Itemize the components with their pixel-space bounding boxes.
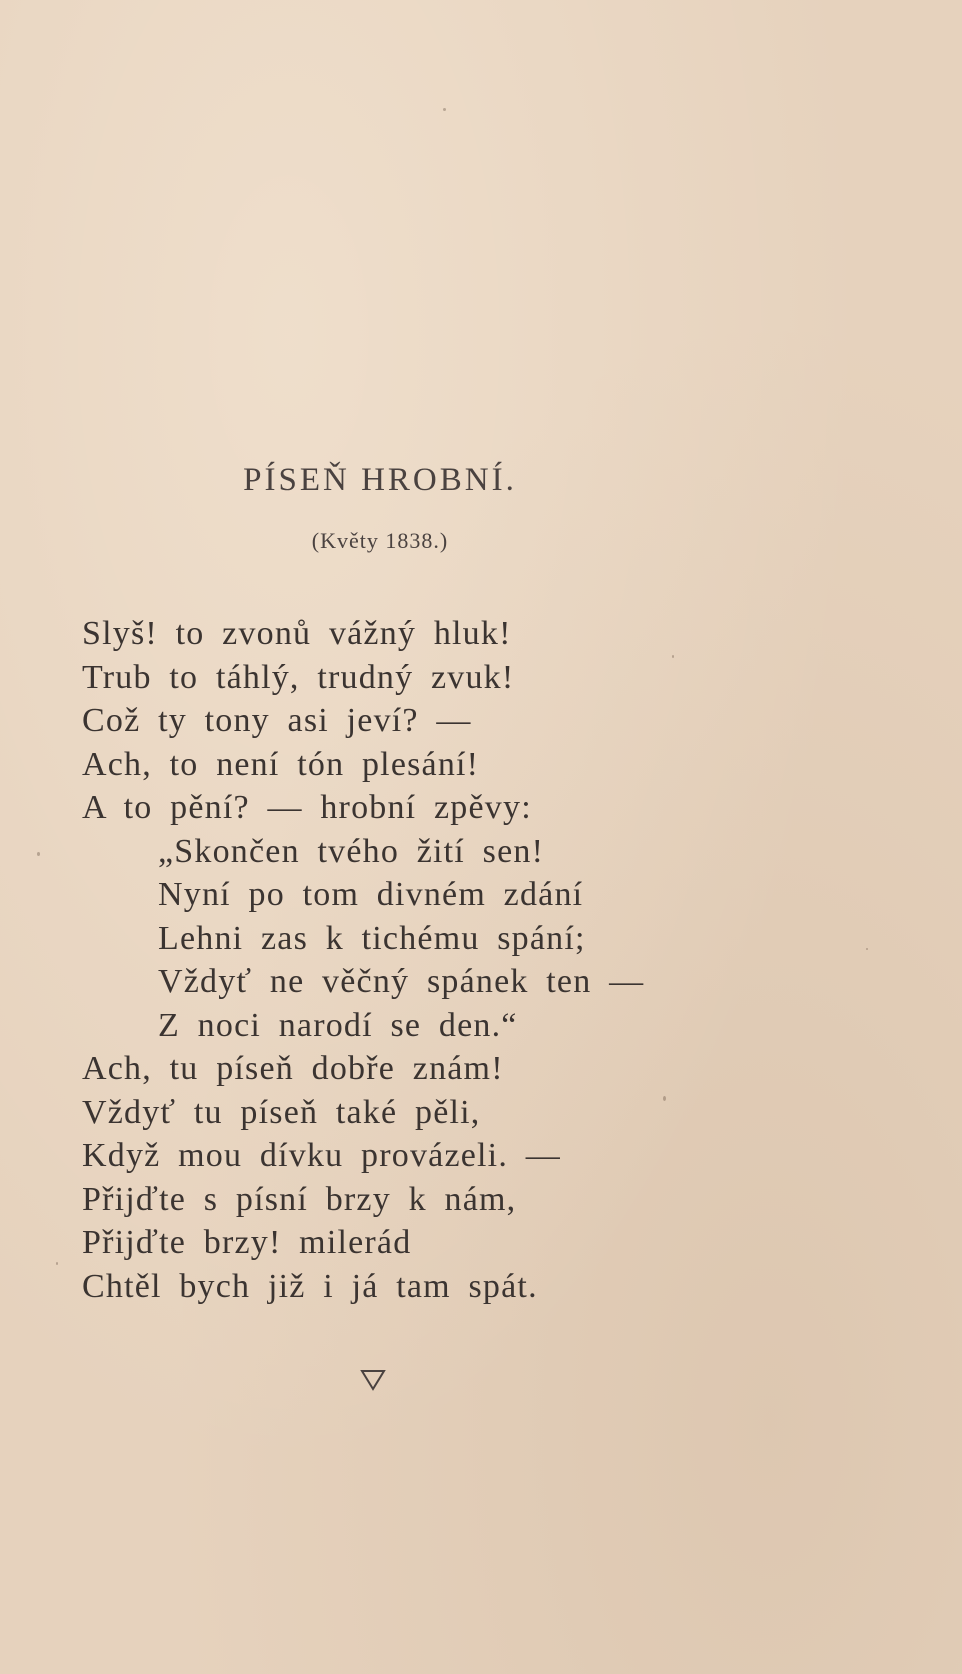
poem-title: PÍSEŇ HROBNÍ.: [243, 462, 517, 498]
poem-body: [82, 612, 802, 1308]
paper-speck: [866, 948, 868, 950]
poem-line: A to pění? — hrobní zpěvy:: [82, 789, 532, 826]
poem-line: Z noci narodí se den.“: [158, 1006, 518, 1044]
paper-speck: [37, 852, 40, 856]
poem-line: Když mou dívku provázeli. —: [82, 1137, 561, 1174]
poem-line: Vždyť tu píseň také pěli,: [82, 1093, 481, 1131]
poem-line: Nyní po tom divném zdání: [158, 876, 584, 913]
poem-line: Lehni zas k tichému spání;: [158, 919, 586, 957]
poem-line: Přijďte brzy! milerád: [82, 1224, 412, 1261]
poem-line: Což ty tony asi jeví? —: [82, 702, 472, 739]
poem-line: Přijďte s písní brzy k nám,: [82, 1180, 517, 1218]
poem-line: Vždyť ne věčný spánek ten —: [158, 963, 645, 1000]
poem-line: Ach, to není tón plesání!: [82, 745, 480, 783]
poem-line: Ach, tu píseň dobře znám!: [82, 1050, 504, 1087]
poem-line: „Skončen tvého žití sen!: [158, 832, 545, 870]
paper-speck: [56, 1262, 58, 1265]
poem-line: Chtěl bych již i já tam spát.: [82, 1267, 538, 1305]
paper-speck: [663, 1096, 666, 1101]
paper-speck: [672, 655, 674, 658]
poem-line: Slyš! to zvonů vážný hluk!: [82, 615, 512, 652]
paper-speck: [443, 108, 446, 111]
down-triangle-icon: [359, 1368, 387, 1392]
poem-line: Trub to táhlý, trudný zvuk!: [82, 658, 515, 696]
poem-source: (Květy 1838.): [311, 528, 449, 553]
